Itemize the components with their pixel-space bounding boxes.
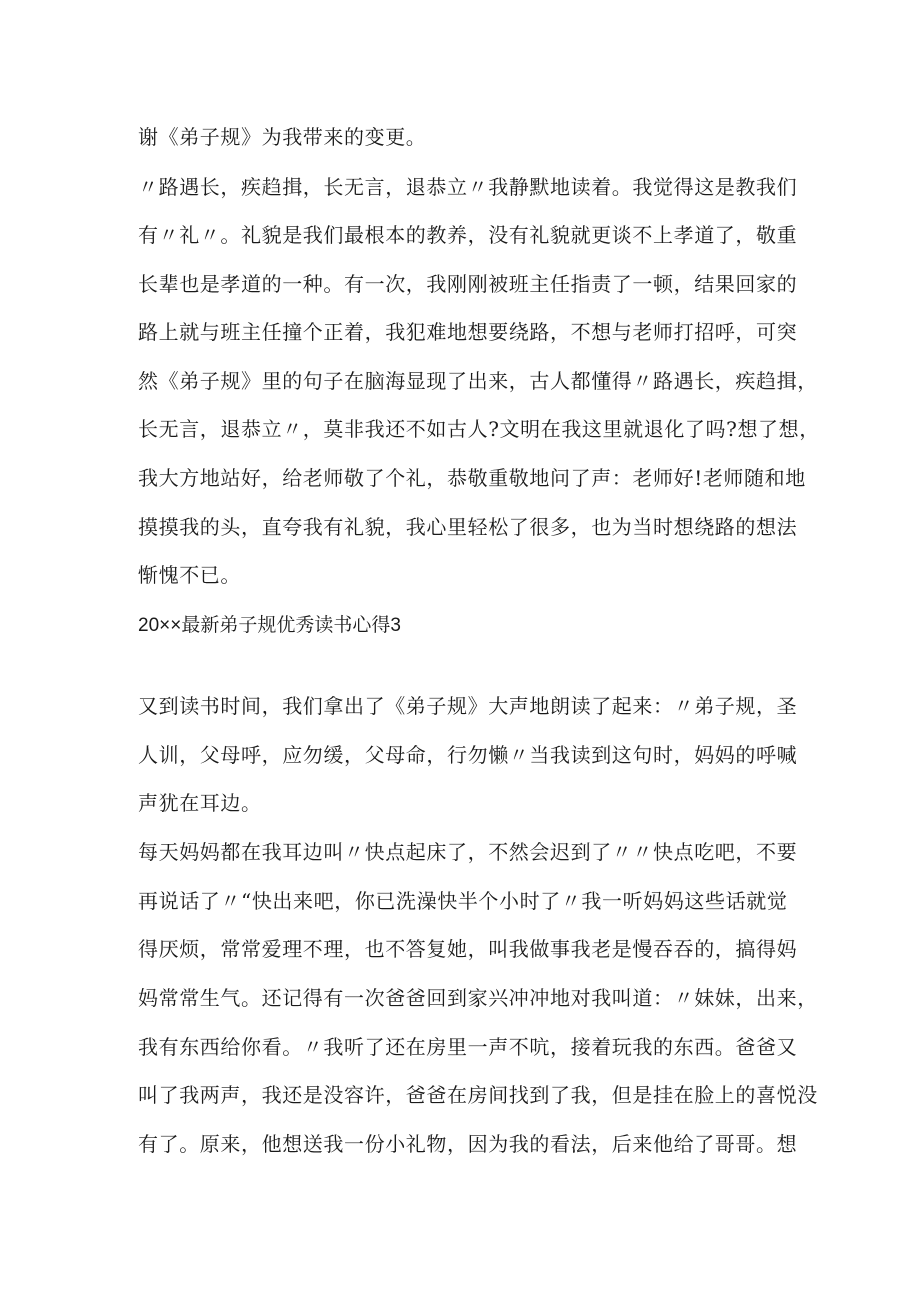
- text-line: 长无言，退恭立〃，莫非我还不如古人?文明在我这里就退化了吗?想了想，: [138, 417, 820, 441]
- text-line: 我大方地站好，给老师敬了个礼，恭敬重敬地问了声：老师好!老师随和地: [138, 466, 806, 490]
- text-line: 谢《弟子规》为我带来的变更。: [138, 125, 427, 149]
- text-line: 有了。原来，他想送我一份小礼物，因为我的看法，后来他给了哥哥。想: [138, 1132, 798, 1156]
- text-line: 每天妈妈都在我耳边叫〃快点起床了，不然会迟到了〃〃快点吃吧，不要: [138, 840, 798, 864]
- text-line: 摸摸我的头，直夸我有礼貌，我心里轻松了很多，也为当时想绕路的想法: [138, 515, 798, 539]
- text-line: 得厌烦，常常爱理不理，也不答复她，叫我做事我老是慢吞吞的，搞得妈: [138, 937, 798, 961]
- text-line: 我有东西给你看。〃我听了还在房里一声不吭，接着玩我的东西。爸爸又: [138, 1035, 798, 1059]
- section-heading: 20××最新弟子规优秀读书心得3: [138, 615, 401, 636]
- text-line: 人训，父母呼，应勿缓，父母命，行勿懒〃当我读到这句时，妈妈的呼喊: [138, 743, 798, 767]
- text-line: 长辈也是孝道的一种。有一次，我刚刚被班主任指责了一顿，结果回家的: [138, 272, 798, 296]
- text-line: 有〃礼〃。礼貌是我们最根本的教养，没有礼貌就更谈不上孝道了，敬重: [138, 223, 798, 247]
- text-line: 又到读书时间，我们拿出了《弟子规》大声地朗读了起来：〃弟子规，圣: [138, 694, 798, 718]
- text-line: 叫了我两声，我还是没容许，爸爸在房间找到了我，但是挂在脸上的喜悦没: [138, 1083, 818, 1107]
- text-line: 路上就与班主任撞个正着，我犯难地想要绕路，不想与老师打招呼，可突: [138, 320, 798, 344]
- text-line: 再说话了〃“快出来吧，你已洗澡快半个小时了〃我一听妈妈这些话就觉: [138, 889, 788, 913]
- text-line: 声犹在耳边。: [138, 791, 262, 815]
- text-line: 惭愧不已。: [138, 563, 241, 587]
- text-line: 然《弟子规》里的句子在脑海显现了出来，古人都懂得〃路遇长，疾趋揖，: [138, 369, 818, 393]
- text-line: 妈常常生气。还记得有一次爸爸回到家兴冲冲地对我叫道：〃妹妹，出来，: [138, 986, 818, 1010]
- text-line: 〃路遇长，疾趋揖，长无言，退恭立〃我静默地读着。我觉得这是教我们: [138, 175, 798, 199]
